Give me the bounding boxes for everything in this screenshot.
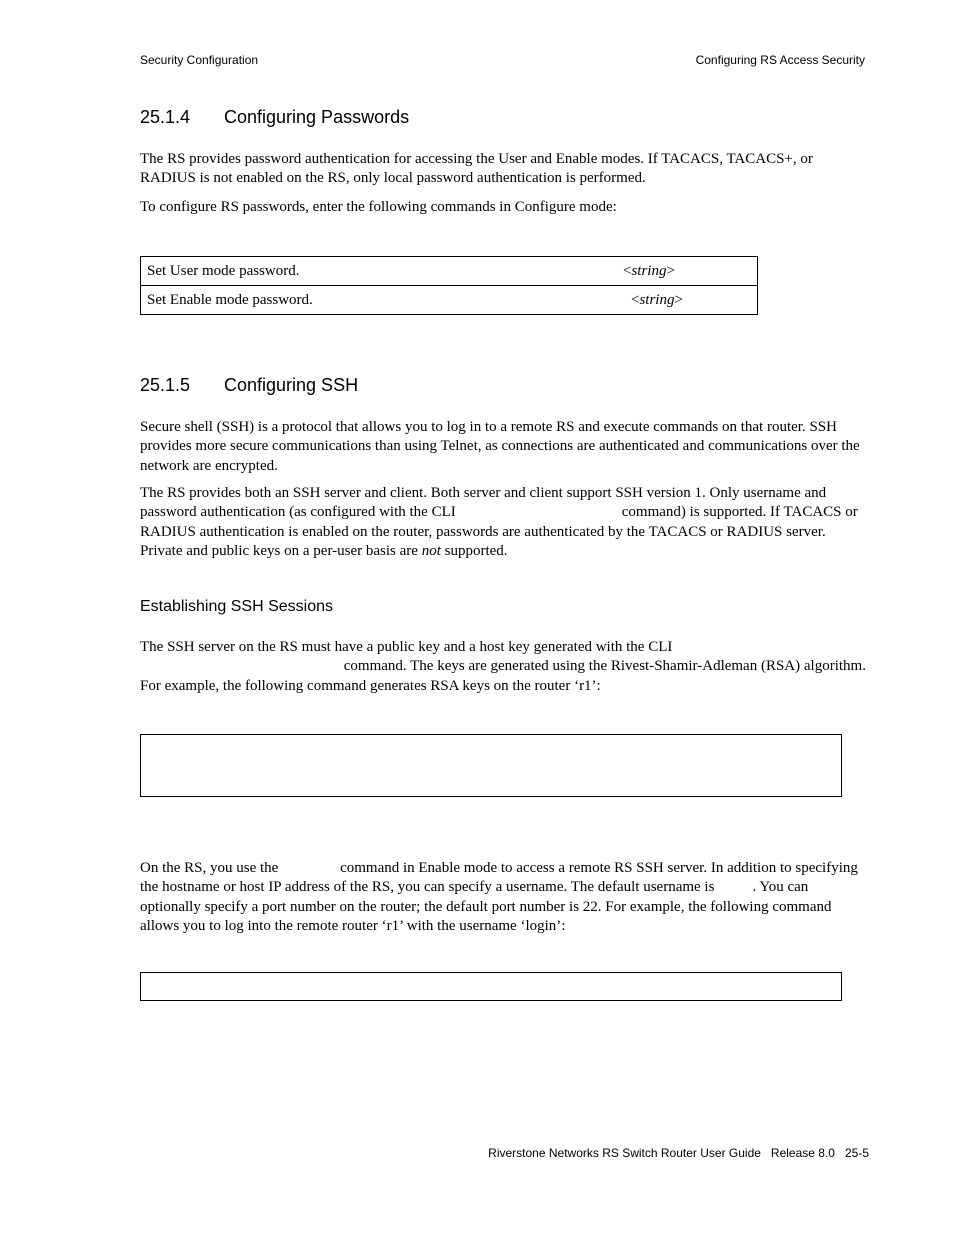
table-row [141, 286, 758, 315]
paragraph-text: supported. [444, 542, 508, 559]
ssh-client-paragraph [140, 859, 868, 936]
key-generation-paragraph [140, 638, 868, 696]
password-command-table [140, 256, 758, 315]
section-heading-ssh [140, 375, 358, 396]
paragraph-text: command) is supported. If TACACS or RADIUS authentication is enabled on the router, passwords are authenticated by the TACACS or RADIUS server. Private and public keys on a per-user basis are [140, 504, 858, 559]
command-example-box [140, 972, 842, 1001]
table-row [141, 257, 758, 286]
table-cell-argument: <string> [611, 257, 758, 286]
footer-guide-title: Riverstone Networks RS Switch Router User Guide [488, 1146, 761, 1160]
running-header-left: Security Configuration [140, 53, 259, 67]
running-header-right: Configuring RS Access Security [695, 53, 865, 67]
argument-placeholder: string [631, 262, 667, 279]
ssh-intro-paragraph: Secure shell (SSH) is a protocol that allows you to log in to a remote RS and execute commands on that router. SSH provides more secure communications than using Telnet, as connections are authenticated and communications over the network are encrypted. [140, 419, 860, 474]
section-number: 25.1.5 [140, 375, 191, 395]
emphasis-text: not [421, 542, 441, 559]
paragraph-text: The RS provides both an SSH server and client. Both server and client support SSH version 1. Only username and password authentication (as configured with the CLI [140, 485, 827, 521]
section-title: Configuring SSH [224, 375, 359, 395]
footer-release: Release 8.0 [770, 1146, 835, 1160]
passwords-instruction-paragraph: To configure RS passwords, enter the following commands in Configure mode: [140, 199, 617, 215]
footer-page-number: 25-5 [844, 1146, 869, 1160]
ssh-server-client-paragraph [140, 484, 868, 561]
section-title: Configuring Passwords [224, 107, 410, 127]
table-cell-argument: <string> [611, 286, 758, 315]
section-heading-passwords [140, 107, 409, 128]
paragraph-text: On the RS, you use the [140, 860, 279, 876]
command-example-box [140, 734, 842, 797]
argument-placeholder: string [639, 291, 675, 308]
page-footer [488, 1146, 869, 1160]
paragraph-text: The SSH server on the RS must have a public key and a host key generated with the CLI [140, 639, 673, 655]
table-cell-description: Set Enable mode password. [141, 286, 612, 315]
paragraph-text: . You can optionally specify a port number on the router; the default port number is 22. For example, the following command allows you to log into the remote router ‘r1’ with the username ‘login’: [140, 879, 832, 934]
passwords-intro-paragraph: The RS provides password authentication for accessing the User and Enable modes. If TACACS, TACACS+, or RADIUS is not enabled on the RS, only local password authentication is performed. [140, 151, 813, 187]
paragraph-text: command. The keys are generated using the Rivest-Shamir-Adleman (RSA) algorithm. For example, the following command generates RSA keys on the router ‘r1’: [140, 658, 866, 694]
subsection-heading: Establishing SSH Sessions [140, 598, 333, 615]
section-number: 25.1.4 [140, 107, 191, 127]
table-cell-description: Set User mode password. [141, 257, 612, 286]
paragraph-text: command in Enable mode to access a remote RS SSH server. In addition to specifying the hostname or host IP address of the RS, you can specify a username. The default username is [140, 860, 858, 896]
